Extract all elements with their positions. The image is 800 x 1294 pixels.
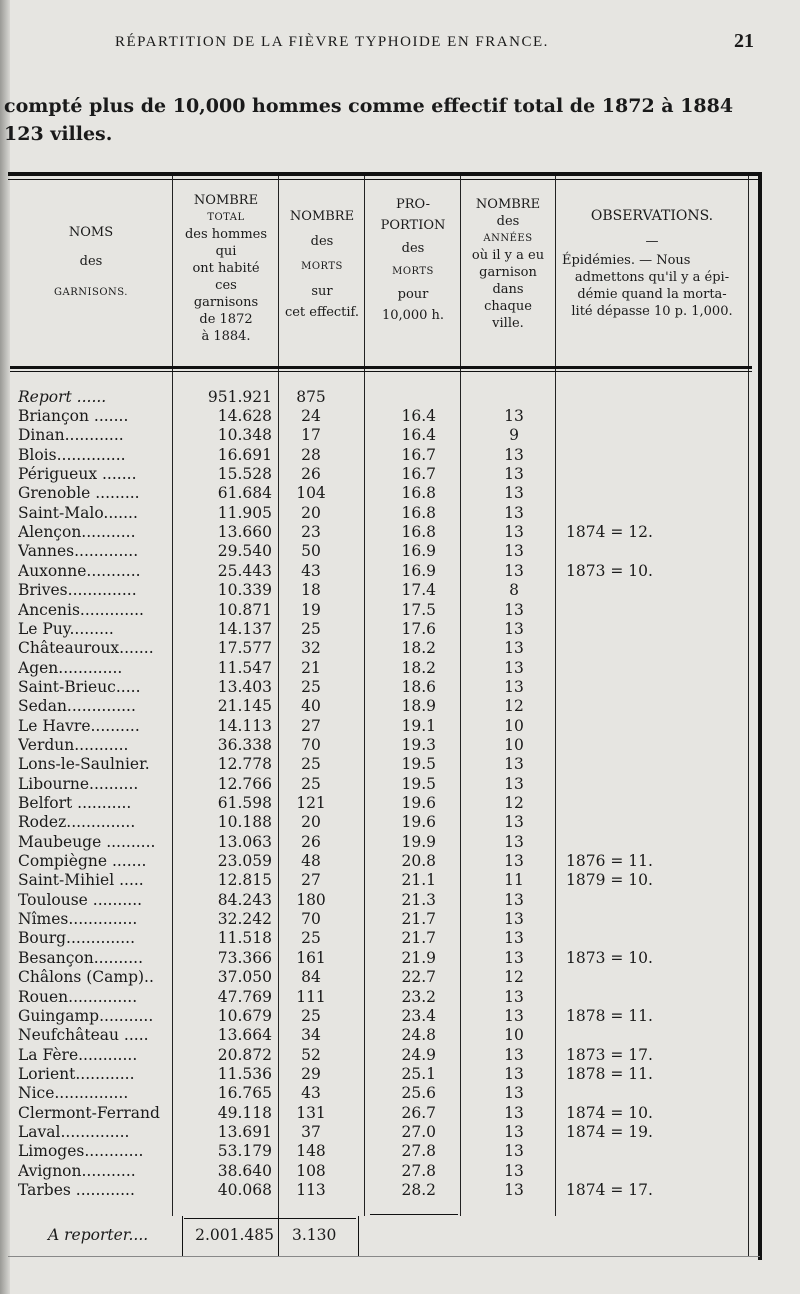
years: 13: [504, 1064, 524, 1083]
total-men: 10.348: [217, 426, 272, 445]
deaths: 25: [301, 1006, 321, 1025]
total-men: 36.338: [217, 735, 272, 754]
total-men: 15.528: [217, 465, 272, 484]
table-row: [0, 465, 800, 484]
total-men: 21.145: [217, 697, 272, 716]
deaths: 70: [301, 910, 321, 929]
deaths: 108: [296, 1161, 326, 1180]
proportion: 17.5: [401, 600, 436, 619]
garrison-name: Maubeuge ..........: [18, 832, 156, 851]
garrison-name: Grenoble .........: [18, 484, 140, 503]
years: 13: [504, 465, 524, 484]
table-row: [0, 581, 800, 600]
deaths: 84: [301, 968, 321, 987]
header-proportion: PRO- PORTION des MORTS pour 10,000 h.: [380, 197, 446, 323]
garrison-name: Nîmes..............: [18, 910, 138, 929]
garrison-name: Châteauroux.......: [18, 639, 154, 658]
observation: 1874 = 17.: [566, 1181, 653, 1199]
proportion: 23.4: [401, 1006, 436, 1025]
years: 13: [504, 813, 524, 832]
total-men: 12.766: [217, 774, 272, 793]
intro-line-2: 123 villes.: [4, 123, 113, 145]
total-men: 20.872: [217, 1045, 272, 1064]
proportion: 19.5: [401, 774, 436, 793]
proportion: 16.8: [401, 484, 436, 503]
years: 13: [504, 948, 524, 967]
total-men: 23.059: [217, 852, 272, 871]
proportion: 22.7: [401, 968, 436, 987]
garrison-name: Dinan............: [18, 426, 124, 445]
deaths: 121: [296, 794, 326, 812]
garrison-name: Ancenis.............: [18, 600, 144, 619]
total-men: 16.765: [217, 1084, 272, 1103]
garrison-name: Briançon .......: [18, 407, 129, 425]
garrison-name: Agen.............: [18, 658, 123, 677]
proportion: 17.4: [401, 581, 436, 600]
table-row: [0, 542, 800, 561]
table-row: [0, 929, 800, 948]
observation: 1874 = 10.: [566, 1103, 653, 1122]
footer-total: 2.001.485: [195, 1226, 274, 1244]
proportion: 24.9: [401, 1045, 436, 1064]
years: 13: [504, 619, 524, 638]
proportion: 16.7: [401, 465, 436, 484]
proportion: 21.7: [401, 910, 436, 929]
deaths: 17: [301, 426, 321, 445]
years: 13: [504, 523, 524, 542]
garrison-name: Neufchâteau .....: [18, 1026, 149, 1045]
deaths: 48: [301, 852, 321, 871]
deaths: 23: [301, 523, 321, 542]
table-row: [0, 504, 800, 523]
observation: 1873 = 10.: [566, 948, 653, 967]
table-row: [0, 639, 800, 658]
table-row: [0, 833, 800, 852]
table-row: [0, 852, 800, 871]
table-row: [0, 426, 800, 445]
table-row: [0, 736, 800, 755]
deaths: 161: [296, 948, 326, 967]
deaths: 40: [301, 697, 321, 716]
proportion: 17.6: [401, 619, 436, 638]
garrison-name: Lons-le-Saulnier.: [18, 755, 150, 774]
years: 13: [504, 1122, 524, 1141]
running-title: RÉPARTITION DE LA FIÈVRE TYPHOIDE EN FRANCE.: [115, 34, 549, 50]
header-rule: [10, 366, 752, 369]
years: 9: [509, 426, 519, 445]
table-row: [0, 813, 800, 832]
years: 13: [504, 445, 524, 464]
total-men: 11.518: [217, 929, 272, 948]
deaths: 148: [296, 1142, 326, 1161]
observation: 1874 = 19.: [566, 1122, 653, 1141]
header-rule: [10, 371, 752, 372]
proportion: 18.2: [401, 639, 436, 658]
footer-morts: 3.130: [292, 1226, 337, 1244]
years: 13: [504, 832, 524, 851]
table-row: [0, 1065, 800, 1084]
footer-rule: [182, 1216, 183, 1256]
total-men: 13.691: [217, 1122, 272, 1141]
years: 13: [504, 1161, 524, 1180]
years: 13: [504, 1006, 524, 1025]
total-men: 25.443: [217, 561, 272, 580]
garrison-name: Avignon...........: [18, 1161, 136, 1180]
garrison-name: Saint-Malo.......: [18, 503, 138, 522]
proportion: 19.6: [401, 794, 436, 812]
years: 13: [504, 407, 524, 425]
garrison-name: Belfort ...........: [18, 794, 132, 812]
intro-text: [4, 92, 784, 148]
garrison-name: La Fère............: [18, 1045, 138, 1064]
years: 8: [509, 581, 519, 600]
deaths: 29: [301, 1064, 321, 1083]
years: 10: [504, 716, 524, 735]
deaths: 20: [301, 813, 321, 832]
total-men: 10.339: [217, 581, 272, 600]
deaths: 43: [301, 561, 321, 580]
table-row: [0, 1104, 800, 1123]
deaths: 25: [301, 677, 321, 696]
deaths: 25: [301, 929, 321, 948]
observation: 1874 = 12.: [566, 523, 653, 542]
years: 13: [504, 542, 524, 561]
garrison-name: Besançon..........: [18, 948, 144, 967]
proportion: 19.5: [401, 755, 436, 774]
table-row: [0, 1084, 800, 1103]
garrison-name: Bourg..............: [18, 929, 136, 948]
garrison-name: Libourne..........: [18, 774, 139, 793]
table-row: [0, 968, 800, 987]
deaths: 26: [301, 465, 321, 484]
years: 13: [504, 987, 524, 1006]
total-men: 32.242: [217, 910, 272, 929]
total-men: 49.118: [217, 1103, 272, 1122]
observation: 1873 = 10.: [566, 561, 653, 580]
table-row: [0, 678, 800, 697]
total-men: 40.068: [217, 1181, 272, 1199]
years: 13: [504, 503, 524, 522]
table-row: [0, 1123, 800, 1142]
table-row: [0, 794, 800, 813]
garrison-name: Auxonne...........: [18, 561, 141, 580]
table-row: [0, 1046, 800, 1065]
years: 13: [504, 1181, 524, 1199]
deaths: 43: [301, 1084, 321, 1103]
table-row: [0, 1026, 800, 1045]
table-row: [0, 407, 800, 426]
observation: 1876 = 11.: [566, 852, 653, 871]
total-men: 38.640: [217, 1161, 272, 1180]
proportion: 16.7: [401, 445, 436, 464]
proportion: 21.1: [401, 871, 436, 890]
table-row: [0, 871, 800, 890]
years: 11: [504, 871, 524, 890]
footer-rule: [358, 1216, 359, 1256]
years: 13: [504, 561, 524, 580]
proportion: 21.9: [401, 948, 436, 967]
proportion: 21.7: [401, 929, 436, 948]
garrison-name: Blois..............: [18, 445, 126, 464]
years: 13: [504, 1084, 524, 1103]
table-row: [0, 523, 800, 542]
years: 12: [504, 968, 524, 987]
deaths: 25: [301, 774, 321, 793]
header-total: NOMBRE TOTAL des hommes qui ont habité ces garnisons de 1872 à 1884.: [184, 193, 268, 344]
proportion: 25.6: [401, 1084, 436, 1103]
deaths: 20: [301, 503, 321, 522]
garrison-name: Périgueux .......: [18, 465, 137, 484]
page-number: 21: [734, 30, 754, 52]
observation: 1873 = 17.: [566, 1045, 653, 1064]
deaths: 25: [301, 755, 321, 774]
deaths: 70: [301, 735, 321, 754]
header-morts: NOMBRE des MORTS sur cet effectif.: [284, 209, 360, 320]
garrison-name: Le Havre..........: [18, 716, 140, 735]
total-men: 17.577: [217, 639, 272, 658]
garrison-name: Rouen..............: [18, 987, 138, 1006]
proportion: 28.2: [401, 1181, 436, 1199]
garrison-name: Nice...............: [18, 1084, 129, 1103]
table-row: [0, 601, 800, 620]
proportion: 23.2: [401, 987, 436, 1006]
deaths: 131: [296, 1103, 326, 1122]
total-men: 73.366: [217, 948, 272, 967]
total-men: 11.547: [217, 658, 272, 677]
proportion: 16.8: [401, 523, 436, 542]
observation: 1878 = 11.: [566, 1064, 653, 1083]
table-row: [0, 562, 800, 581]
deaths: 28: [301, 445, 321, 464]
total-men: 14.137: [217, 619, 272, 638]
deaths: 113: [296, 1181, 326, 1199]
table-row: [0, 755, 800, 774]
deaths: 21: [301, 658, 321, 677]
total-men: 11.536: [217, 1064, 272, 1083]
proportion: 20.8: [401, 852, 436, 871]
table-row: [0, 620, 800, 639]
garrison-name: Toulouse ..........: [18, 890, 143, 909]
proportion: 16.8: [401, 503, 436, 522]
years: 12: [504, 697, 524, 716]
proportion: 21.3: [401, 890, 436, 909]
header-annees: NOMBRE des ANNÉES où il y a eu garnison dans chaque ville.: [471, 197, 545, 331]
deaths: 25: [301, 619, 321, 638]
total-men: 16.691: [217, 445, 272, 464]
footer-label: A reporter....: [48, 1226, 149, 1244]
years: 13: [504, 639, 524, 658]
observation: 1878 = 11.: [566, 1006, 653, 1025]
years: 13: [504, 774, 524, 793]
total-men: 29.540: [217, 542, 272, 561]
total-men: 13.664: [217, 1026, 272, 1045]
garrison-name: Châlons (Camp)..: [18, 968, 154, 987]
deaths: 24: [301, 407, 321, 425]
garrison-name: Guingamp...........: [18, 1006, 154, 1025]
garrison-name: Limoges............: [18, 1142, 144, 1161]
years: 13: [504, 677, 524, 696]
total-men: 12.815: [217, 871, 272, 890]
deaths: 37: [301, 1122, 321, 1141]
bottom-rule: [8, 1256, 760, 1257]
intro-line-1: compté plus de 10,000 hommes comme effectif total de 1872 à 1884: [4, 95, 734, 117]
years: 13: [504, 910, 524, 929]
deaths: 50: [301, 542, 321, 561]
table-row: [0, 697, 800, 716]
garrison-name: Alençon...........: [18, 523, 136, 542]
proportion: 16.9: [401, 542, 436, 561]
total-men: 11.905: [217, 503, 272, 522]
table-row: [0, 775, 800, 794]
years: 10: [504, 1026, 524, 1045]
garrison-name: Saint-Brieuc.....: [18, 677, 141, 696]
total-men: 61.684: [217, 484, 272, 503]
table-row-report: Report ...... 951.921 875: [18, 388, 326, 406]
garrison-name: Vannes.............: [18, 542, 139, 561]
total-men: 12.778: [217, 755, 272, 774]
proportion: 25.1: [401, 1064, 436, 1083]
total-men: 53.179: [217, 1142, 272, 1161]
proportion: 26.7: [401, 1103, 436, 1122]
total-men: 13.403: [217, 677, 272, 696]
footer-rule: [184, 1218, 356, 1219]
garrison-name: Laval..............: [18, 1122, 130, 1141]
years: 13: [504, 1142, 524, 1161]
table-row: [0, 1181, 800, 1200]
years: 13: [504, 1103, 524, 1122]
deaths: 32: [301, 639, 321, 658]
proportion: 19.1: [401, 716, 436, 735]
table-row: [0, 659, 800, 678]
footer-rule: [370, 1214, 458, 1215]
total-men: 47.769: [217, 987, 272, 1006]
garrison-name: Verdun...........: [18, 735, 129, 754]
proportion: 18.9: [401, 697, 436, 716]
garrison-name: Le Puy.........: [18, 619, 114, 638]
table-row: [0, 910, 800, 929]
table-row: [0, 1142, 800, 1161]
proportion: 16.9: [401, 561, 436, 580]
years: 13: [504, 1045, 524, 1064]
total-men: 14.628: [217, 407, 272, 425]
table-row: [0, 949, 800, 968]
years: 13: [504, 890, 524, 909]
proportion: 19.9: [401, 832, 436, 851]
proportion: 18.6: [401, 677, 436, 696]
years: 12: [504, 794, 524, 812]
proportion: 24.8: [401, 1026, 436, 1045]
total-men: 84.243: [217, 890, 272, 909]
garrison-name: Rodez..............: [18, 813, 136, 832]
proportion: 16.4: [401, 426, 436, 445]
total-men: 13.063: [217, 832, 272, 851]
years: 13: [504, 600, 524, 619]
garrison-name: Brives..............: [18, 581, 137, 600]
garrison-name: Lorient............: [18, 1064, 135, 1083]
garrison-name: Clermont-Ferrand: [18, 1103, 160, 1122]
years: 13: [504, 484, 524, 503]
deaths: 111: [296, 987, 326, 1006]
footer-rule: [278, 1216, 279, 1256]
proportion: 27.8: [401, 1142, 436, 1161]
header-observations: OBSERVATIONS. — Épidémies. — Nous admettons qu'il y a épi- démie quand la morta- lité dépasse 10 p. 1,000.: [562, 208, 733, 319]
observation: 1879 = 10.: [566, 871, 653, 890]
proportion: 16.4: [401, 407, 436, 425]
years: 13: [504, 755, 524, 774]
deaths: 27: [301, 871, 321, 890]
proportion: 19.3: [401, 735, 436, 754]
deaths: 18: [301, 581, 321, 600]
years: 13: [504, 852, 524, 871]
garrison-name: Saint-Mihiel .....: [18, 871, 144, 890]
table-row: [0, 891, 800, 910]
total-men: 14.113: [217, 716, 272, 735]
deaths: 180: [296, 890, 326, 909]
proportion: 27.0: [401, 1122, 436, 1141]
deaths: 19: [301, 600, 321, 619]
total-men: 13.660: [217, 523, 272, 542]
years: 13: [504, 658, 524, 677]
total-men: 61.598: [217, 794, 272, 812]
header-noms: NOMS des GARNISONS.: [54, 225, 128, 298]
deaths: 27: [301, 716, 321, 735]
proportion: 18.2: [401, 658, 436, 677]
garrison-name: Sedan..............: [18, 697, 136, 716]
deaths: 52: [301, 1045, 321, 1064]
total-men: 37.050: [217, 968, 272, 987]
years: 13: [504, 929, 524, 948]
table-row: [0, 988, 800, 1007]
garrison-name: Compiègne .......: [18, 852, 147, 871]
table-row: [0, 717, 800, 736]
garrison-name: Tarbes ............: [18, 1181, 135, 1199]
table-row: [0, 1007, 800, 1026]
total-men: 10.679: [217, 1006, 272, 1025]
proportion: 27.8: [401, 1161, 436, 1180]
total-men: 10.871: [217, 600, 272, 619]
table-row: [0, 1162, 800, 1181]
total-men: 10.188: [217, 813, 272, 832]
table-row: [0, 446, 800, 465]
deaths: 26: [301, 832, 321, 851]
deaths: 104: [296, 484, 326, 503]
table-row: [0, 484, 800, 503]
years: 10: [504, 735, 524, 754]
proportion: 19.6: [401, 813, 436, 832]
deaths: 34: [301, 1026, 321, 1045]
